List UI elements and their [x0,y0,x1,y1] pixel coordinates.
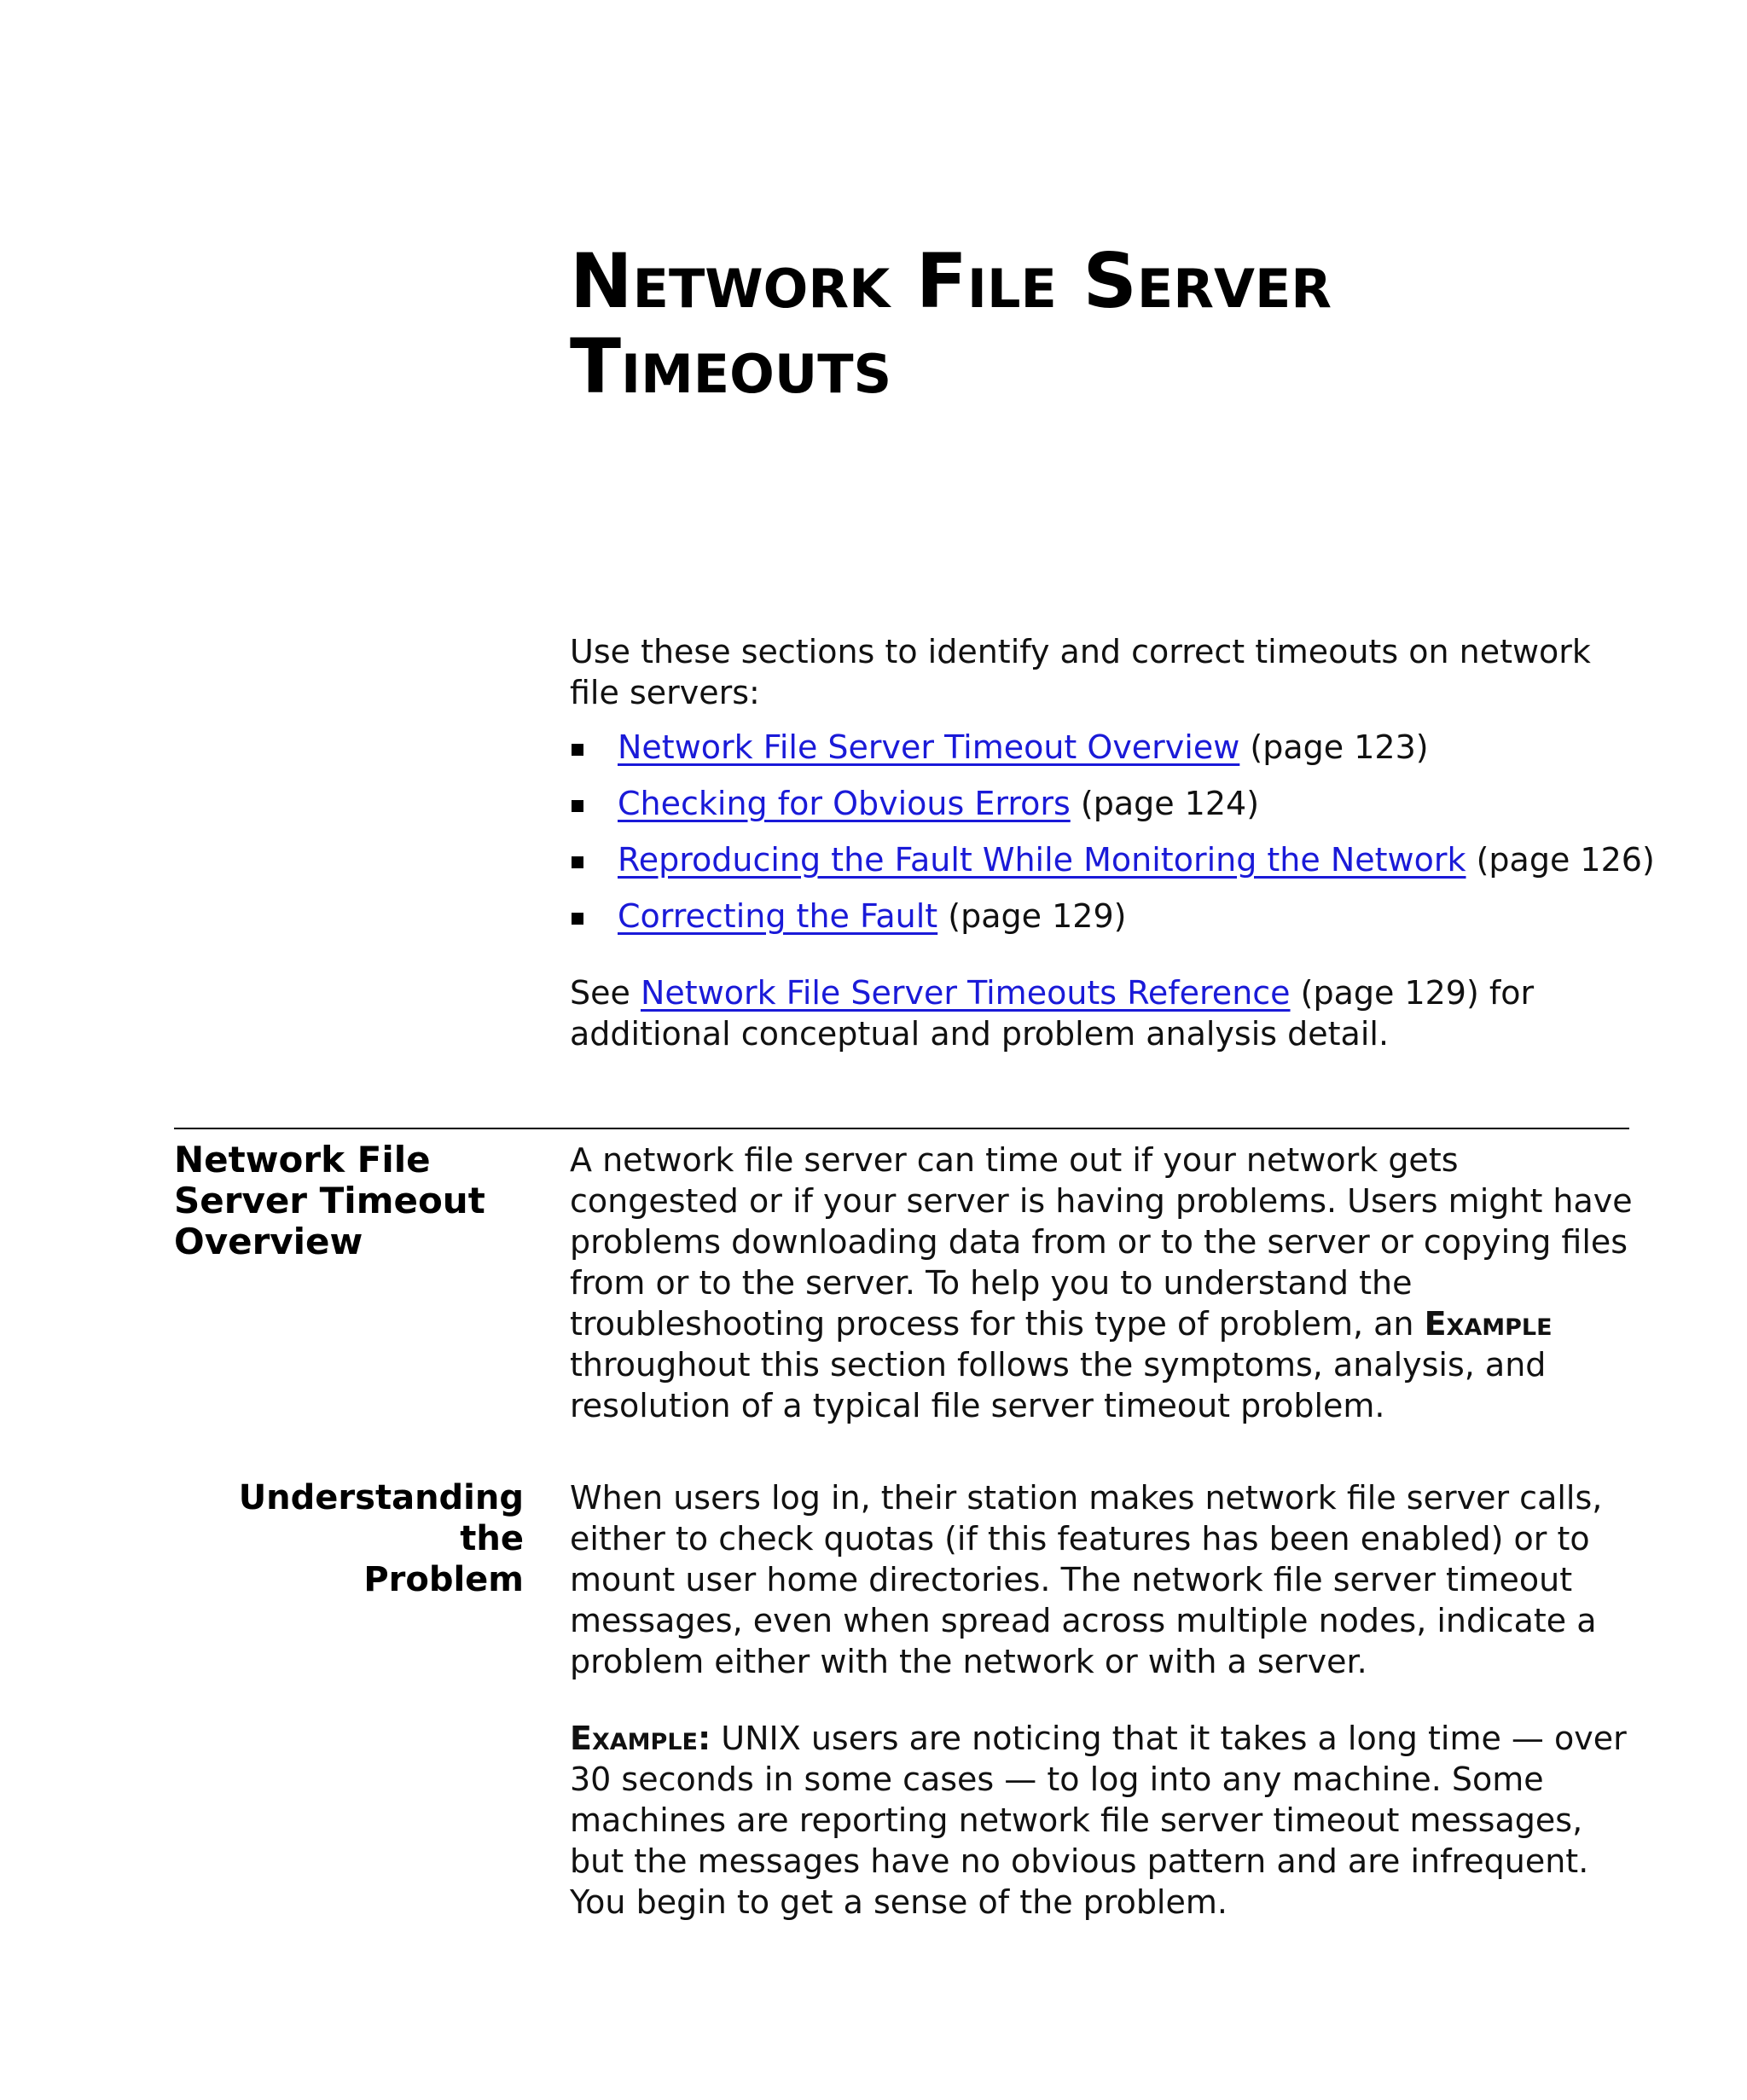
page-reference: (page 124) [1080,785,1260,822]
chapter-title-line-2: Timeouts [570,322,892,410]
link-timeouts-reference[interactable]: Network File Server Timeouts Reference [640,974,1291,1012]
subsection-heading-line-1: Understanding the [238,1478,524,1558]
intro-paragraph: Use these sections to identify and correct timeouts on network file servers: [570,633,1591,711]
page-reference: (page 123) [1250,728,1429,766]
link-reproducing-fault[interactable]: Reproducing the Fault While Monitoring the Network [618,841,1466,879]
list-item [570,783,1679,839]
chapter-title-line-1: Network File Server [570,237,1332,325]
link-timeout-overview[interactable]: Network File Server Timeout Overview [618,728,1240,766]
section-heading-overview: Network File Server Timeout Overview [174,1139,485,1262]
see-prefix: See [570,974,630,1012]
list-item [570,839,1679,896]
bullet-icon [572,856,583,868]
chapter-title [570,239,1332,409]
overview-paragraph [570,1140,1636,1426]
link-checking-obvious-errors[interactable]: Checking for Obvious Errors [618,785,1071,822]
see-reference-paragraph [570,972,1679,1054]
page-reference: (page 129) [948,897,1127,935]
section-divider [174,1128,1629,1129]
subsection-heading-line-2: Problem [363,1560,524,1599]
topic-list [570,727,1679,952]
understanding-paragraph: When users log in, their station makes network file server calls, either to check quotas (if this features has been enabled) or to mount user home directories. The network file server timeout messages, even when spread across multiple nodes, indicate a problem either with the network or with a server. [570,1479,1603,1680]
bullet-icon [572,913,583,925]
example-text: UNIX users are noticing that it takes a long time — over 30 seconds in some cases — to log into any machine. Some machines are reporting network file server timeout messages, but the messages have no obvious pattern and are infrequent. You begin to get a sense of the problem. [570,1720,1627,1921]
page-reference: (page 126) [1476,841,1655,879]
list-item [570,896,1679,952]
overview-text-before: A network file server can time out if your network gets congested or if your server is having problems. Users might have problems downloading data from or to the server or copying files from or to the server. To help you to understand the troubleshooting process for this type of problem, an [570,1141,1633,1343]
bullet-icon [572,744,583,756]
list-item [570,727,1679,783]
bullet-icon [572,800,583,812]
example-keyword: Example [1424,1305,1553,1343]
example-label: Example: [570,1720,711,1757]
example-paragraph [570,1718,1636,1923]
link-correcting-fault[interactable]: Correcting the Fault [618,897,938,935]
subsection-heading-understanding [174,1477,524,1600]
see-suffix: (page 129) for additional conceptual and problem analysis detail. [570,974,1535,1053]
overview-text-after: throughout this section follows the symptoms, analysis, and resolution of a typical file server timeout problem. [570,1346,1547,1424]
